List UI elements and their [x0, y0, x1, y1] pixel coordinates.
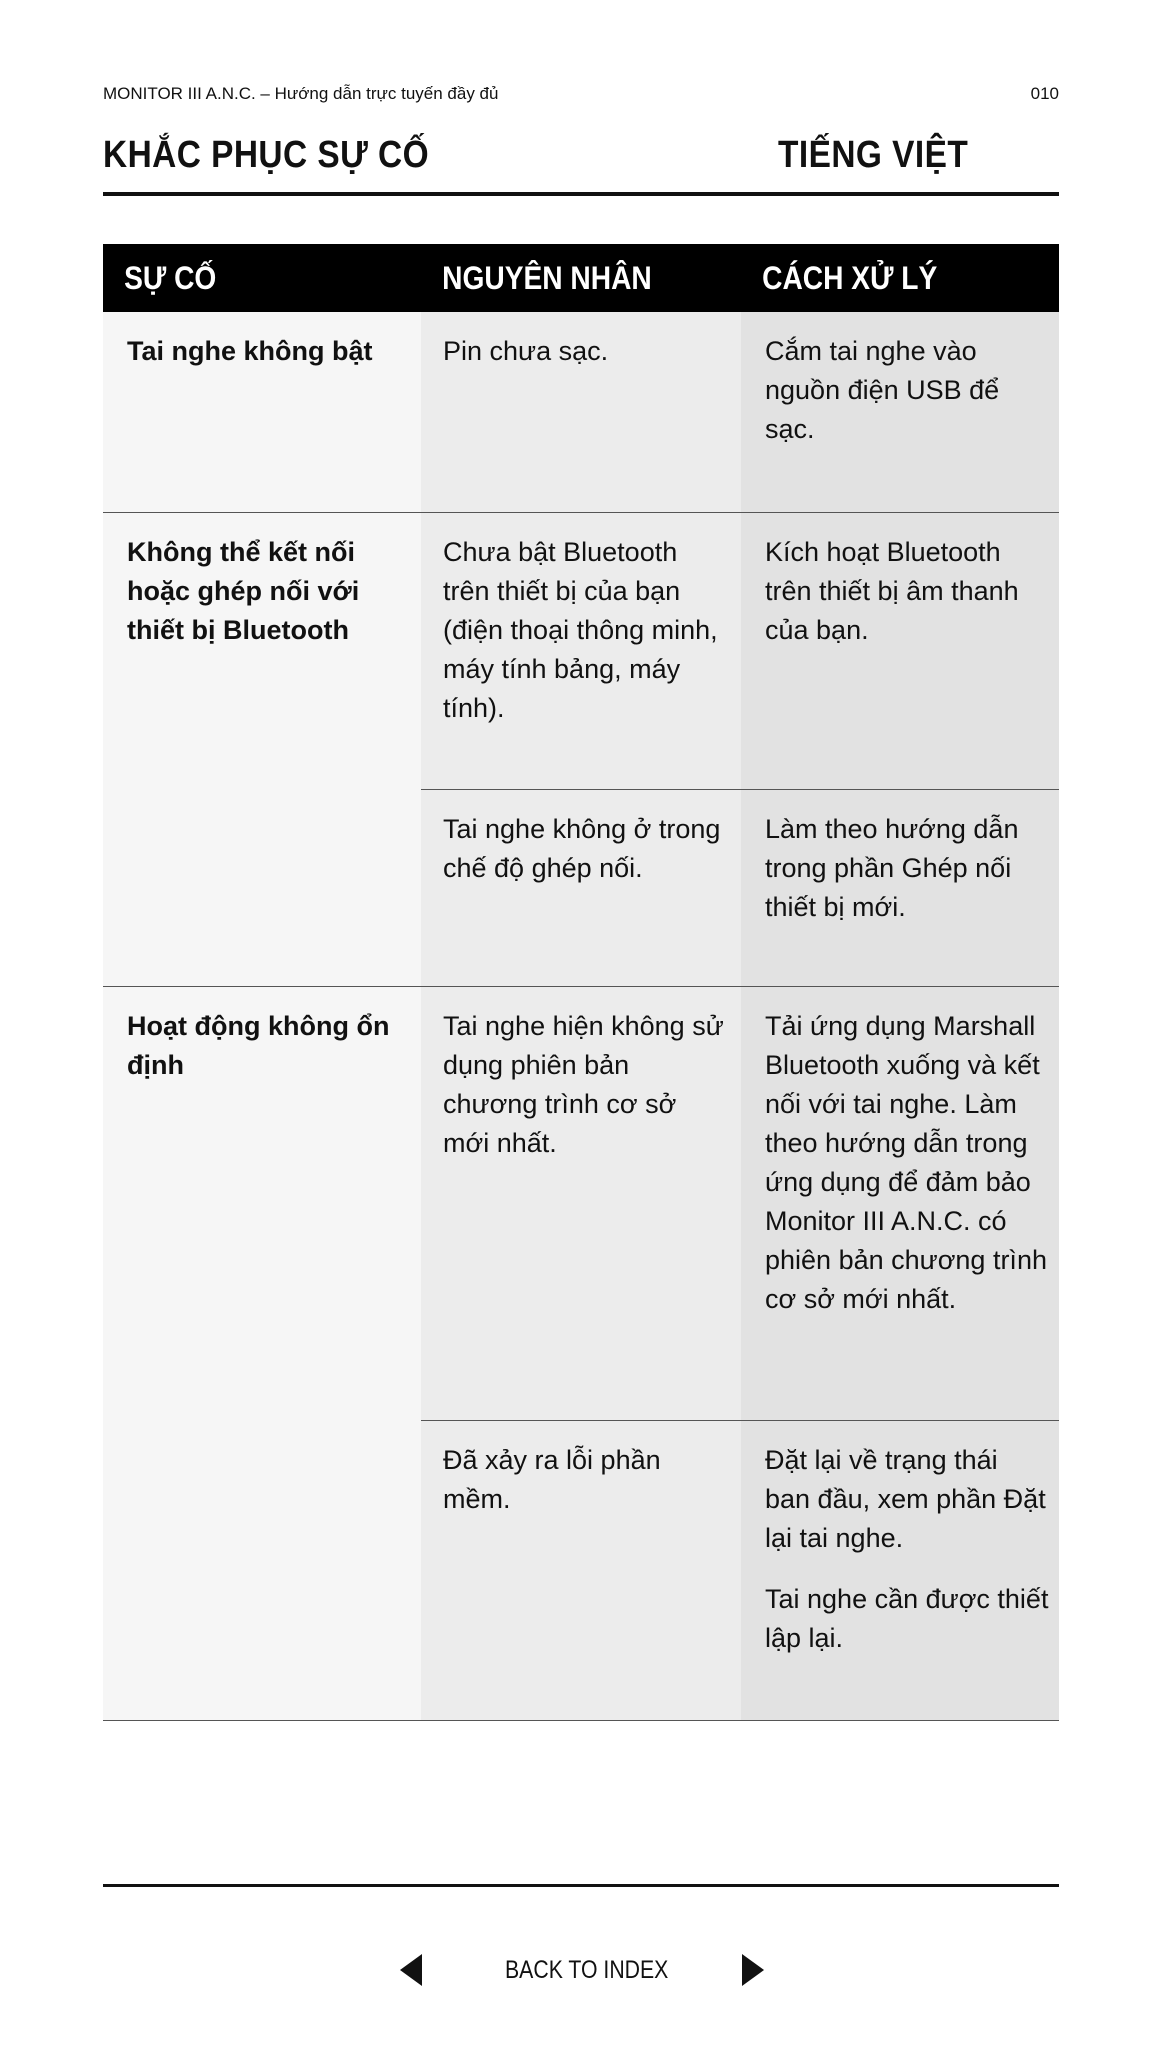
page-number: 010 [1030, 84, 1059, 103]
back-to-index-link[interactable]: BACK TO INDEX [505, 1956, 669, 1984]
remedy-text: Cắm tai nghe vào nguồn điện USB để sạc. [765, 336, 1000, 444]
table-header-row [103, 244, 1059, 312]
remedy-text: Tai nghe cần được thiết lập lại. [765, 1584, 1049, 1653]
table-row-group [103, 312, 1059, 513]
remedy-cell [741, 1421, 1059, 1720]
triangle-left-icon[interactable] [400, 1954, 422, 1986]
remedy-text: Kích hoạt Bluetooth trên thiết bị âm thanh của bạn. [765, 537, 1019, 645]
document-title: MONITOR III A.N.C. – Hướng dẫn trực tuyến đầy đủ [103, 84, 499, 103]
section-heading-row [103, 128, 1059, 196]
section-title: KHẮC PHỤC SỰ CỐ [103, 134, 430, 176]
cause-cell: Pin chưa sạc. [421, 312, 741, 512]
document-header [103, 84, 1059, 108]
remedy-text: Làm theo hướng dẫn trong phần Ghép nối thiết bị mới. [765, 814, 1019, 922]
footer-divider [103, 1884, 1059, 1887]
table-row [421, 513, 1059, 789]
page-navigation [0, 1950, 1158, 1990]
table-row-group [103, 513, 1059, 987]
header-issue: SỰ CỐ [124, 260, 217, 296]
cause-cell: Chưa bật Bluetooth trên thiết bị của bạn (điện thoại thông minh, máy tính bảng, máy tính). [421, 513, 741, 789]
table-row [421, 1420, 1059, 1720]
issue-cell: Hoạt động không ổn định [103, 987, 421, 1720]
remedy-text: Đặt lại về trạng thái ban đầu, xem phần Đặt lại tai nghe. [765, 1445, 1046, 1553]
remedy-cell [741, 987, 1059, 1420]
table-row-group [103, 987, 1059, 1721]
remedy-cell [741, 790, 1059, 986]
remedy-text: Tải ứng dụng Marshall Bluetooth xuống và kết nối với tai nghe. Làm theo hướng dẫn trong ứng dụng để đảm bảo Monitor III A.N.C. có phiên bản chương trình cơ sở mới nhất. [765, 1011, 1047, 1314]
issue-cell: Tai nghe không bật [103, 312, 421, 512]
triangle-right-icon[interactable] [742, 1954, 764, 1986]
language-label: TIẾNG VIỆT [778, 134, 969, 176]
issue-cell: Không thể kết nối hoặc ghép nối với thiết bị Bluetooth [103, 513, 421, 986]
table-row [421, 312, 1059, 512]
remedy-cell [741, 312, 1059, 512]
remedy-cell [741, 513, 1059, 789]
table-row [421, 987, 1059, 1420]
cause-cell: Đã xảy ra lỗi phần mềm. [421, 1421, 741, 1720]
troubleshooting-table [103, 244, 1059, 1721]
cause-cell: Tai nghe hiện không sử dụng phiên bản chương trình cơ sở mới nhất. [421, 987, 741, 1420]
header-remedy: CÁCH XỬ LÝ [762, 260, 938, 296]
table-row [421, 789, 1059, 986]
header-cause: NGUYÊN NHÂN [442, 260, 652, 296]
cause-cell: Tai nghe không ở trong chế độ ghép nối. [421, 790, 741, 986]
